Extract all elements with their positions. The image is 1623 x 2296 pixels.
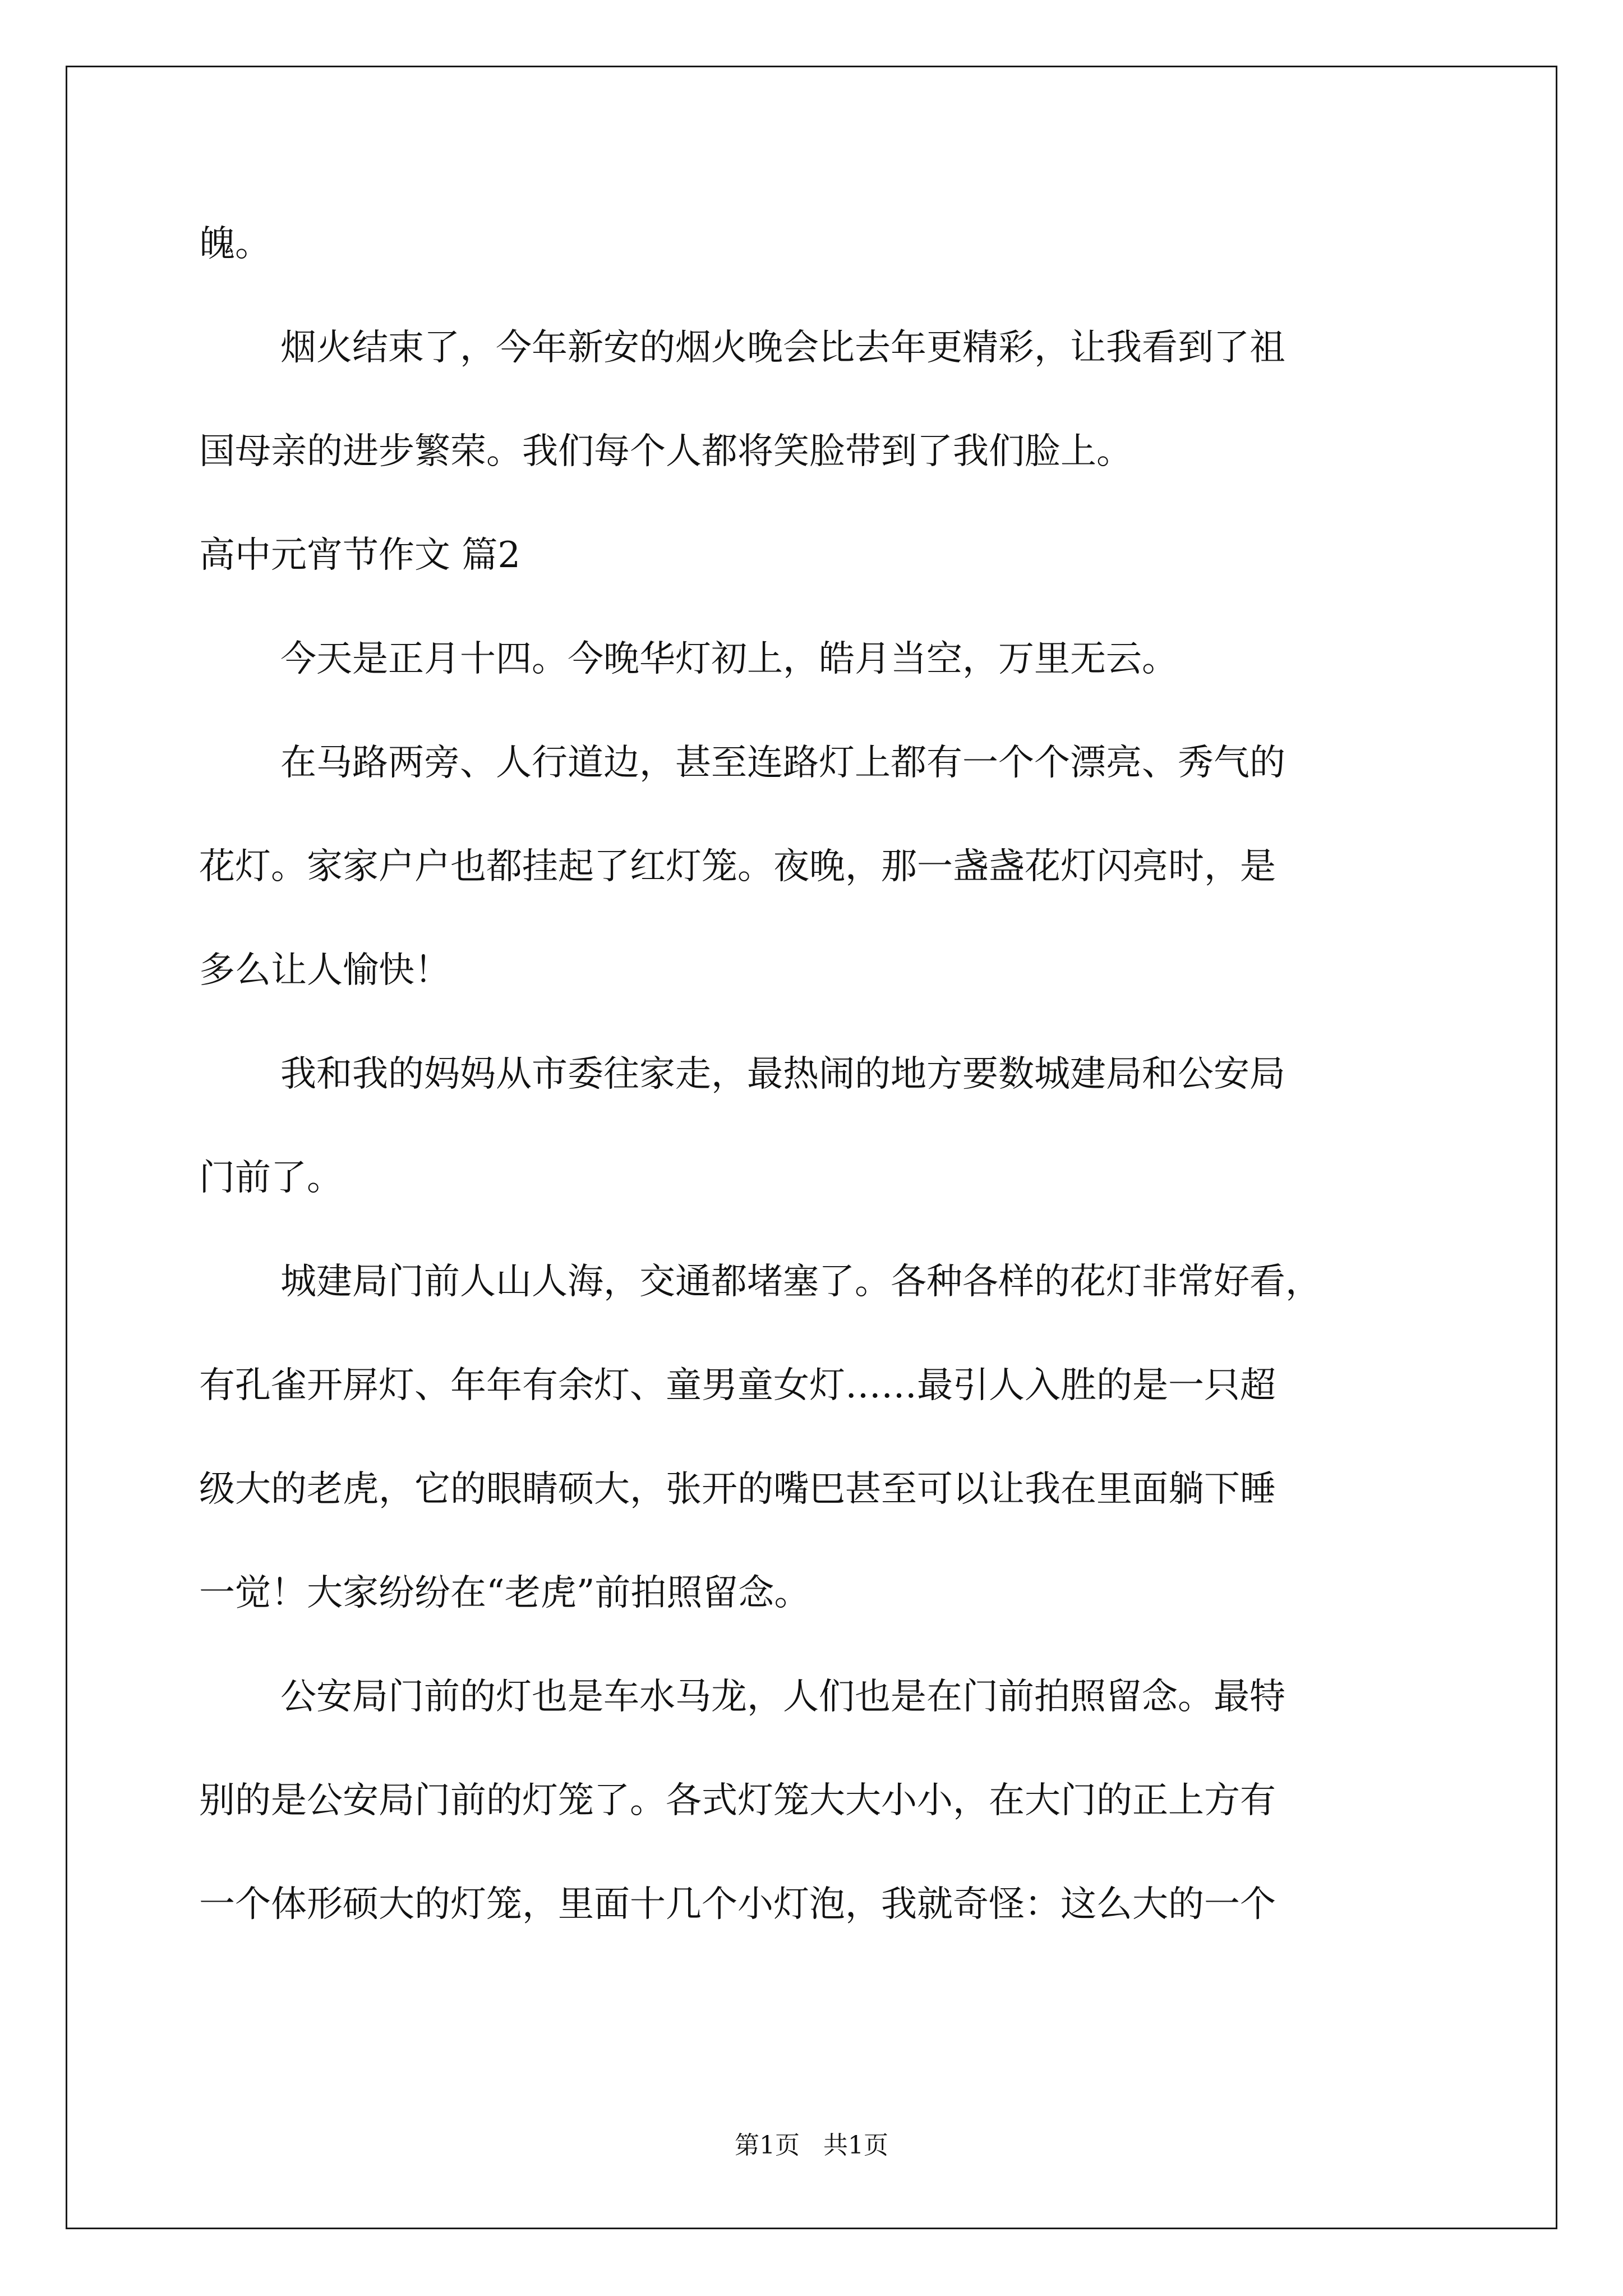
text-line: 公安局门前的灯也是车水马龙，人们也是在门前拍照留念。最特 — [280, 1676, 1285, 1718]
text-line: 花灯。家家户户也都挂起了红灯笼。夜晚，那一盏盏花灯闪亮时，是 — [199, 846, 1276, 887]
text-line: 国母亲的进步繁荣。我们每个人都将笑脸带到了我们脸上。 — [199, 431, 1132, 472]
section-heading: 高中元宵节作文 篇2 — [199, 535, 521, 576]
text-line: 今天是正月十四。今晚华灯初上，皓月当空，万里无云。 — [280, 638, 1178, 680]
text-line: 城建局门前人山人海，交通都堵塞了。各种各样的花灯非常好看， — [280, 1261, 1321, 1303]
text-line: 门前了。 — [199, 1157, 343, 1199]
text-line: 魄。 — [199, 223, 271, 265]
text-line: 多么让人愉快！ — [199, 950, 450, 991]
text-line: 一觉！大家纷纷在“老虎”前拍照留念。 — [199, 1572, 810, 1614]
text-line: 在马路两旁、人行道边，甚至连路灯上都有一个个漂亮、秀气的 — [280, 742, 1285, 784]
text-line: 烟火结束了，今年新安的烟火晚会比去年更精彩，让我看到了祖 — [280, 327, 1285, 369]
text-line: 我和我的妈妈从市委往家走，最热闹的地方要数城建局和公安局 — [280, 1053, 1285, 1095]
text-line: 有孔雀开屏灯、年年有余灯、童男童女灯……最引人入胜的是一只超 — [199, 1365, 1276, 1406]
text-line: 级大的老虎，它的眼睛硕大，张开的嘴巴甚至可以让我在里面躺下睡 — [199, 1469, 1276, 1510]
text-line: 别的是公安局门前的灯笼了。各式灯笼大大小小，在大门的正上方有 — [199, 1780, 1276, 1821]
text-line: 一个体形硕大的灯笼，里面十几个小灯泡，我就奇怪：这么大的一个 — [199, 1884, 1276, 1925]
page-number-footer: 第1页 共1页 — [735, 2131, 888, 2160]
